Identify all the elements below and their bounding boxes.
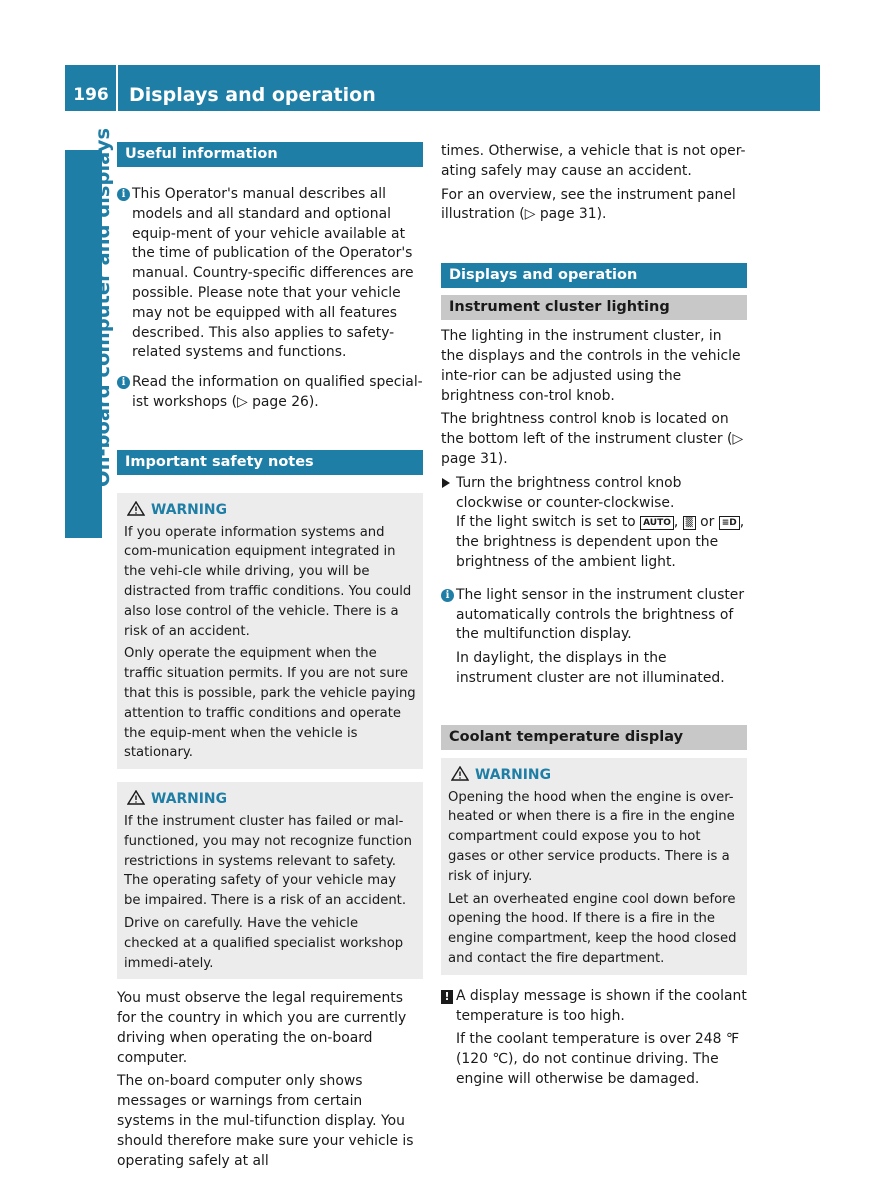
warning-heading: [127, 790, 416, 810]
left-column: [117, 142, 423, 1171]
header-bar: [65, 65, 820, 111]
info-icon: i: [117, 376, 130, 389]
warning-text: Drive on carefully. Have the vehicle checked at a qualified specialist workshop immedi-ately.: [124, 915, 404, 971]
info-icon: i: [117, 188, 130, 201]
auto-light-icon: AUTO: [640, 516, 674, 530]
warning-text: Opening the hood when the engine is over-heated or when there is a fire in the engine compartment could expose you to hot gases or other service products. There is a risk of injury.: [448, 789, 735, 884]
warning-label: WARNING: [151, 791, 227, 808]
page-number: 196: [73, 85, 109, 105]
header-divider: [116, 65, 118, 111]
warning-heading: [127, 501, 416, 521]
body-paragraph: You must observe the legal requirements for the country in which you are currently driving when operating the on-board computer.: [117, 990, 407, 1066]
info-note-text: Read the information on qualified special-ist workshops (▷ page 26).: [132, 374, 423, 410]
step-text: Turn the brightness control knob clockwise or counter-clockwise.: [456, 474, 682, 511]
section-heading-displays: Displays and operation: [441, 263, 747, 288]
low-beam-icon: ≡D: [719, 516, 740, 530]
parking-light-icon: ▒: [683, 516, 696, 530]
warning-label: WARNING: [475, 766, 551, 783]
step-arrow-icon: [442, 478, 450, 488]
info-note: [117, 185, 423, 363]
step-detail: If the light switch is set to AUTO , ▒ or ≡D , the brightness is dependent upon the brightness of the ambient light.: [456, 514, 745, 570]
warning-box: [117, 782, 423, 979]
caution-text: A display message is shown if the coolant temperature is too high.: [456, 987, 747, 1024]
side-tab-label: On-board computer and displays: [91, 127, 114, 487]
warning-triangle-icon: [127, 790, 145, 805]
warning-box: [117, 493, 423, 769]
section-heading-safety: Important safety notes: [117, 450, 423, 475]
info-note-text: This Operator's manual describes all models and all standard and optional equip-ment of your vehicle available at the time of publication of the Operator's manual. Country-specific differences are possible. Please note that your vehicle may not be equipped with all features described. This also applies to safety-related systems and functions.: [132, 186, 414, 361]
warning-heading: [451, 766, 740, 786]
info-note: [441, 586, 747, 689]
caution-note: [441, 987, 747, 1090]
info-note: [117, 373, 423, 413]
step-instruction: [441, 474, 747, 573]
warning-box: [441, 758, 747, 975]
warning-text: Let an overheated engine cool down before opening the hood. If there is a fire in the engine compartment, keep the hood closed and contact the fire department.: [448, 891, 737, 966]
caution-icon: !: [441, 990, 453, 1004]
subsection-heading-coolant: Coolant temperature display: [441, 725, 747, 750]
body-paragraph: The brightness control knob is located on the bottom left of the instrument cluster (▷ page 31).: [441, 411, 744, 467]
page-title: Displays and operation: [129, 84, 376, 106]
warning-text: Only operate the equipment when the traffic situation permits. If you are not sure that this is possible, park the vehicle paying attention to traffic conditions and operate the equip-ment when the vehicle is stationary.: [124, 646, 416, 761]
warning-text: If the instrument cluster has failed or mal-functioned, you may not recognize function restrictions in systems relevant to safety. The operating safety of your vehicle may be impaired. There is a risk of an accident.: [124, 813, 412, 909]
info-note-text: In daylight, the displays in the instrument cluster are not illuminated.: [456, 650, 725, 686]
warning-triangle-icon: [451, 766, 469, 781]
section-heading-useful-information: Useful information: [117, 142, 423, 167]
right-column: [441, 142, 747, 1090]
subsection-heading-cluster-lighting: Instrument cluster lighting: [441, 295, 747, 320]
body-paragraph: times. Otherwise, a vehicle that is not oper-ating safely may cause an accident.: [441, 143, 746, 179]
info-icon: i: [441, 589, 454, 602]
warning-triangle-icon: [127, 501, 145, 516]
warning-text: If you operate information systems and com-munication equipment integrated in the vehi-cle while driving, you will be distracted from traffic conditions. You could also lose control of the vehicle. There is a risk of an accident.: [124, 524, 412, 639]
info-note-text: The light sensor in the instrument cluster automatically controls the brightness of the multifunction display.: [456, 586, 745, 643]
warning-label: WARNING: [151, 501, 227, 518]
body-paragraph: The on-board computer only shows messages or warnings from certain systems in the mul-tifunction display. You should therefore make sure your vehicle is operating safely at all: [117, 1073, 414, 1169]
body-paragraph: The lighting in the instrument cluster, in the displays and the controls in the vehicle inte-rior can be adjusted using the brightness con-trol knob.: [441, 328, 741, 404]
body-paragraph: For an overview, see the instrument panel illustration (▷ page 31).: [441, 186, 736, 223]
caution-text: If the coolant temperature is over 248 ℉ (120 ℃), do not continue driving. The engine will otherwise be damaged.: [456, 1031, 740, 1087]
